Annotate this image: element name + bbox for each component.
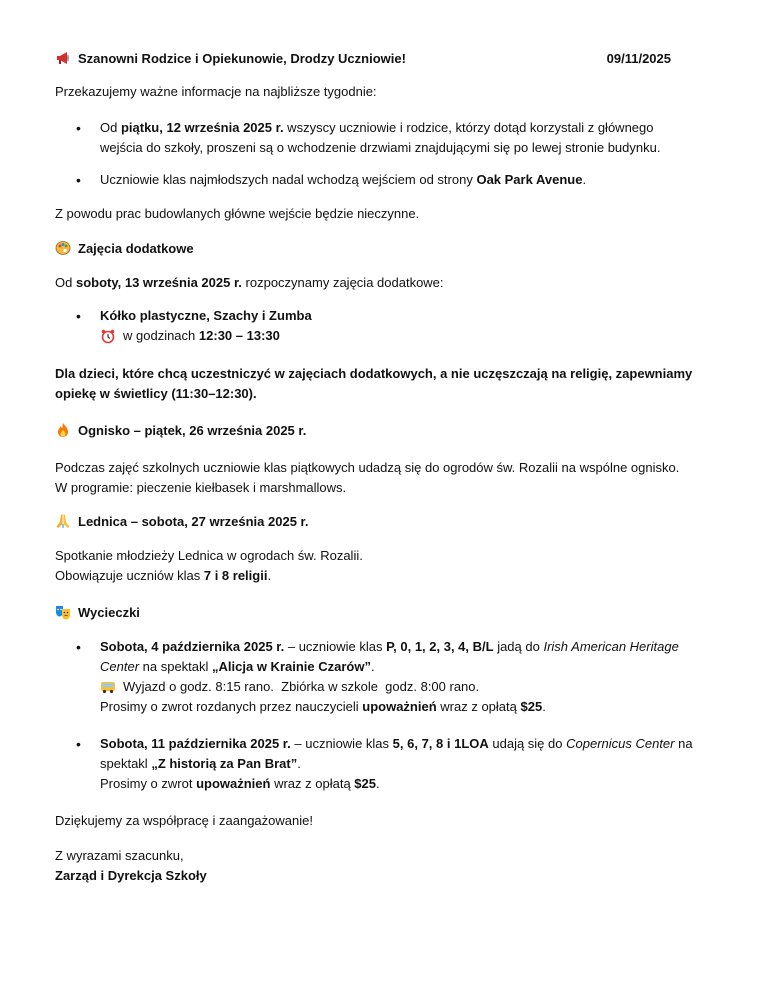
bullet-text: . xyxy=(582,172,587,187)
praying-hands-icon xyxy=(55,513,71,529)
text: rozpoczynamy zajęcia dodatkowe: xyxy=(241,275,444,290)
text: . xyxy=(542,699,546,714)
venue-name: Irish American Heritage xyxy=(543,639,679,654)
section-heading-extra xyxy=(55,238,194,258)
signature: Zarząd i Dyrekcja Szkoły xyxy=(55,868,207,883)
text: . xyxy=(370,659,375,674)
street-name: Oak Park Avenue xyxy=(476,172,583,187)
list-item xyxy=(55,637,720,717)
list-item xyxy=(55,118,740,158)
palette-icon xyxy=(55,240,71,256)
care-note xyxy=(55,364,715,404)
text: . xyxy=(297,756,301,771)
permission-slips: upoważnień xyxy=(362,699,437,714)
text: W programie: pieczenie kiełbasek i marshmallows. xyxy=(55,480,347,495)
intro-text: Przekazujemy ważne informacje na najbliższe tygodnie: xyxy=(55,84,377,99)
text: . xyxy=(376,776,380,791)
text: Spotkanie młodzieży Lednica w ogrodach św. Rozalii. xyxy=(55,548,363,563)
text: jadą do xyxy=(493,639,544,654)
venue-name: Copernicus Center xyxy=(566,736,675,751)
text: Obowiązuje uczniów klas xyxy=(55,568,204,583)
text: spektakl xyxy=(100,756,152,771)
text: na spektakl xyxy=(139,659,213,674)
closure-note: Z powodu prac budowlanych główne wejście będzie nieczynne. xyxy=(55,206,420,221)
bullet-text: Uczniowie klas najmłodszych nadal wchodzą wejściem od strony xyxy=(100,172,477,187)
letter-header xyxy=(55,48,671,68)
venue-name: Center xyxy=(100,659,140,674)
text: na xyxy=(674,736,693,751)
section-heading-trips xyxy=(55,602,140,622)
permission-slips: upoważnień xyxy=(196,776,271,791)
trip-fee: $25 xyxy=(520,699,543,714)
bonfire-text xyxy=(55,458,715,498)
text: wraz z opłatą xyxy=(270,776,355,791)
list-item xyxy=(55,306,312,346)
text: w godzinach xyxy=(123,328,196,343)
text: . xyxy=(267,568,272,583)
time-range: 12:30 – 13:30 xyxy=(198,328,280,343)
trip-date: Sobota, 4 października 2025 r. xyxy=(100,639,285,654)
lednica-text xyxy=(55,546,363,586)
bullet-text: Od xyxy=(100,120,121,135)
bullet-text: wejścia do szkoły, proszeni są o wchodzenie drzwiami znajdującymi się po lewej stronie budynku. xyxy=(100,140,661,155)
megaphone-icon xyxy=(55,50,71,66)
regards-text: Z wyrazami szacunku, xyxy=(55,848,184,863)
thanks-text: Dziękujemy za współpracę i zaangażowanie! xyxy=(55,813,313,828)
activities-list: Kółko plastyczne, Szachy i Zumba xyxy=(100,308,312,323)
section-title: Zajęcia dodatkowe xyxy=(78,240,194,256)
alarm-clock-icon xyxy=(100,328,116,344)
classes-highlight: P, 0, 1, 2, 3, 4, B/L xyxy=(386,639,494,654)
text: wraz z opłatą xyxy=(436,699,521,714)
departure-info xyxy=(100,677,720,697)
text: Prosimy o zwrot xyxy=(100,776,197,791)
greeting: Szanowni Rodzice i Opiekunowie, Drodzy Uczniowie! xyxy=(78,50,406,66)
section-heading-bonfire xyxy=(55,420,306,440)
departure-text: Wyjazd o godz. 8:15 rano. Zbiórka w szkole godz. 8:00 rano. xyxy=(123,679,480,694)
classes-highlight: 7 i 8 religii xyxy=(203,568,268,583)
section-title: Lednica – sobota, 27 września 2025 r. xyxy=(78,513,309,529)
show-title: „Z historią za Pan Brat” xyxy=(151,756,298,771)
date-highlight: piątku, 12 września 2025 r. xyxy=(120,120,284,135)
text: Od xyxy=(55,275,76,290)
date-highlight: soboty, 13 września 2025 r. xyxy=(75,275,242,290)
bullet-text: wszyscy uczniowie i rodzice, którzy dotąd korzystali z głównego xyxy=(283,120,654,135)
text: Dla dzieci, które chcą uczestniczyć w zajęciach dodatkowych, a nie uczęszczają na religię, zapewniamy xyxy=(55,366,693,381)
section-title: Wycieczki xyxy=(78,604,140,620)
classes-highlight: 5, 6, 7, 8 i 1LOA xyxy=(392,736,489,751)
text: – uczniowie klas xyxy=(290,736,393,751)
text: Prosimy o zwrot rozdanych przez nauczycieli xyxy=(100,699,363,714)
signature-block xyxy=(55,846,207,886)
list-item xyxy=(55,734,740,794)
bus-icon xyxy=(100,679,116,695)
extra-intro xyxy=(55,273,444,293)
text: opiekę w świetlicy (11:30–12:30). xyxy=(55,386,257,401)
show-title: „Alicja w Krainie Czarów” xyxy=(212,659,371,674)
text: – uczniowie klas xyxy=(284,639,387,654)
section-heading-lednica xyxy=(55,511,309,531)
letter-date: 09/11/2025 xyxy=(606,50,671,66)
section-title: Ognisko – piątek, 26 września 2025 r. xyxy=(78,422,307,438)
trip-date: Sobota, 11 października 2025 r. xyxy=(100,736,291,751)
text: Podczas zajęć szkolnych uczniowie klas piątkowych udadzą się do ogrodów św. Rozalii na wspólne ognisko. xyxy=(55,460,680,475)
activity-time xyxy=(100,326,312,346)
fire-icon xyxy=(55,422,71,438)
text: udają się do xyxy=(488,736,567,751)
theater-masks-icon xyxy=(55,604,71,620)
trip-fee: $25 xyxy=(354,776,376,791)
list-item xyxy=(55,170,740,190)
